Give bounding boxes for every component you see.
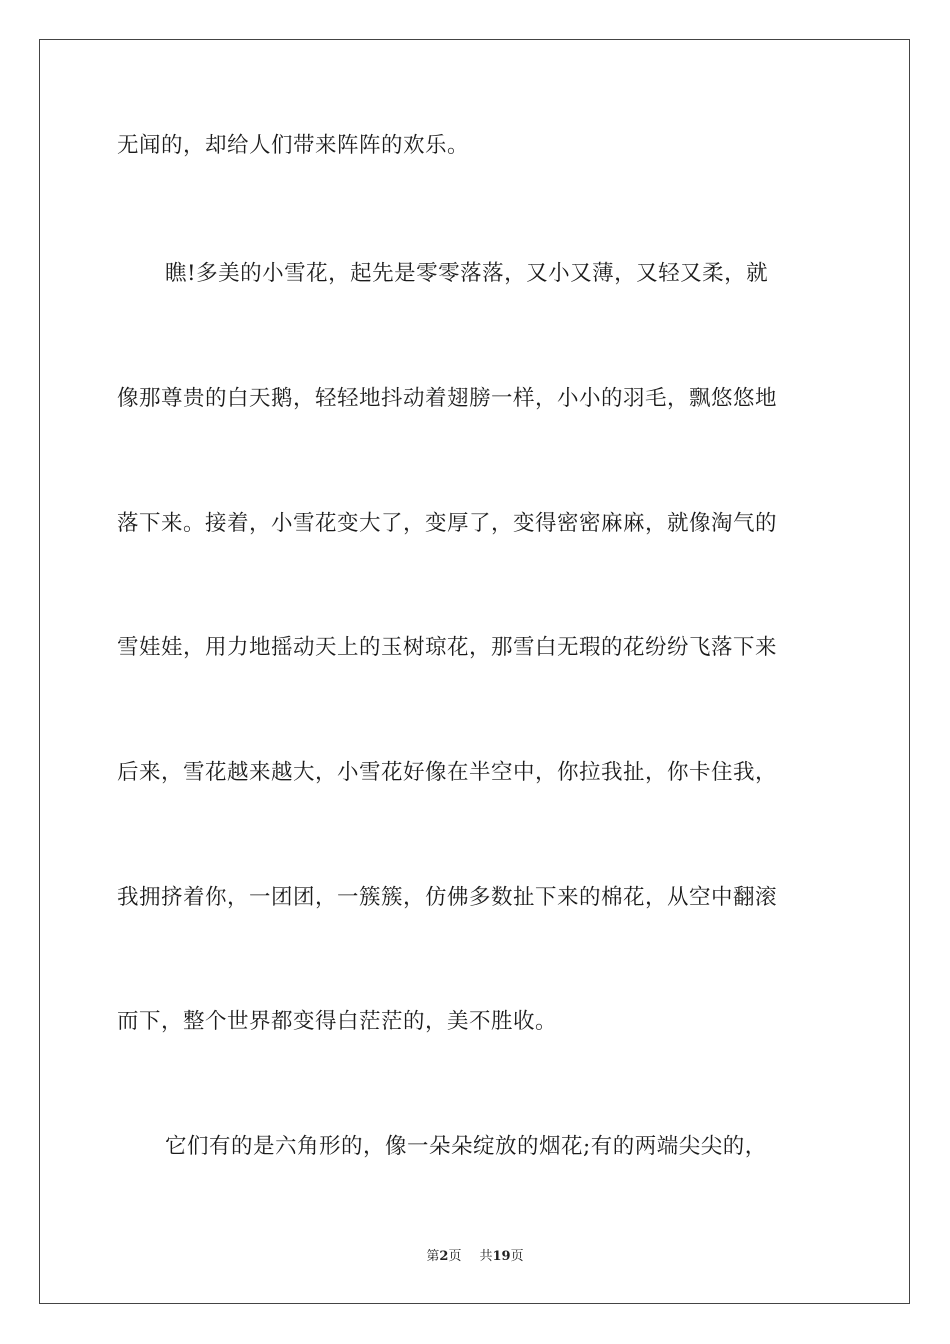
text-line: 而下，整个世界都变得白茫茫的，美不胜收。 bbox=[117, 1009, 558, 1034]
text-line: 雪娃娃，用力地摇动天上的玉树琼花，那雪白无瑕的花纷纷飞落下来 bbox=[117, 635, 778, 660]
total-pages: 19 bbox=[492, 1249, 511, 1264]
text-line: 后来，雪花越来越大，小雪花好像在半空中，你拉我扯，你卡住我， bbox=[117, 760, 778, 785]
total-suffix: 页 bbox=[510, 1249, 524, 1264]
page-prefix: 第 bbox=[426, 1249, 440, 1264]
text-line: 落下来。接着，小雪花变大了，变厚了，变得密密麻麻，就像淘气的 bbox=[117, 511, 778, 536]
text-line: 像那尊贵的白天鹅，轻轻地抖动着翅膀一样，小小的羽毛，飘悠悠地 bbox=[117, 386, 778, 411]
total-prefix: 共 bbox=[479, 1249, 493, 1264]
page-suffix: 页 bbox=[448, 1249, 462, 1264]
text-line: 瞧!多美的小雪花，起先是零零落落，又小又薄，又轻又柔，就 bbox=[165, 261, 769, 286]
text-line: 它们有的是六角形的，像一朵朵绽放的烟花;有的两端尖尖的， bbox=[165, 1134, 767, 1159]
page-footer bbox=[0, 1248, 950, 1266]
page-border bbox=[39, 39, 910, 1304]
page-number: 2 bbox=[439, 1249, 449, 1264]
text-line: 我拥挤着你，一团团，一簇簇，仿佛多数扯下来的棉花，从空中翻滚 bbox=[117, 885, 778, 910]
text-line: 无闻的，却给人们带来阵阵的欢乐。 bbox=[117, 133, 470, 158]
